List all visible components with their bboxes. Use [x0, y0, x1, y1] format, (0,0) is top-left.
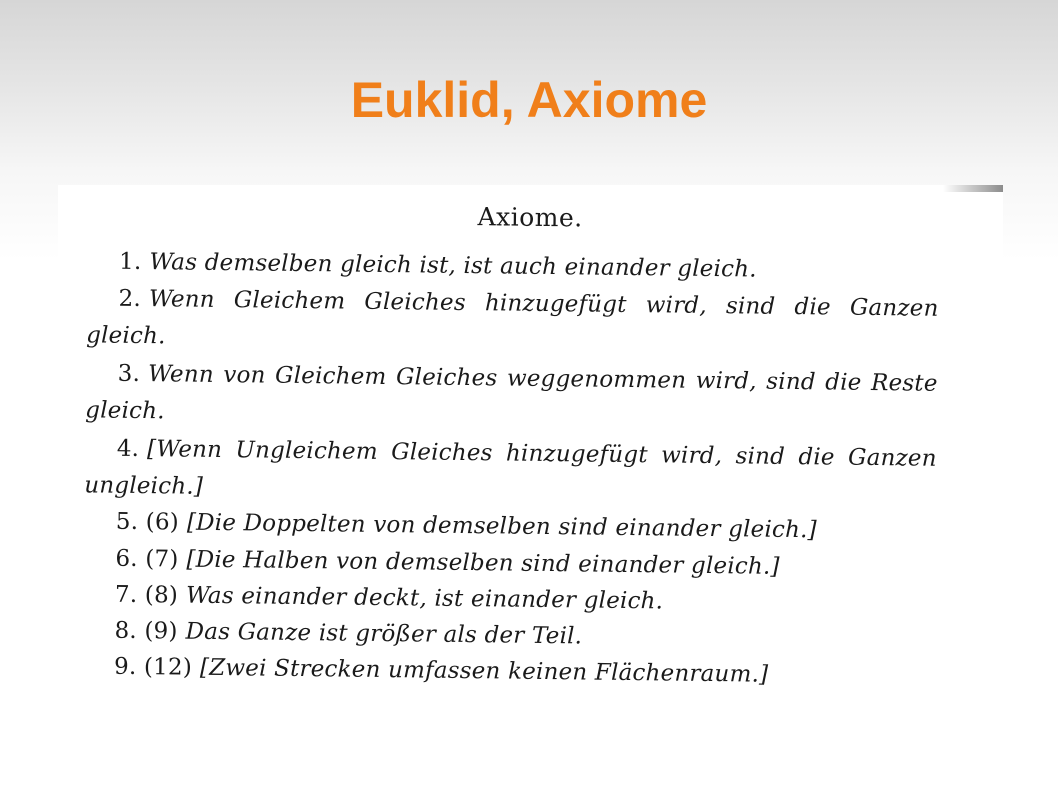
axiom-number: 4.	[116, 435, 140, 463]
axiom-4	[84, 430, 937, 514]
axiom-text: [Wenn Ungleichem Gleiches hinzugefügt wird, sind die Ganzen ungleich.]	[84, 436, 937, 500]
axiom-2	[86, 280, 939, 364]
axiom-number: 8. (9)	[114, 617, 178, 645]
axiom-text: Was einander deckt, ist einander gleich.	[185, 582, 664, 615]
axiom-number: 6. (7)	[115, 545, 179, 573]
scanned-page-image	[58, 185, 1003, 700]
axiom-number: 1.	[118, 248, 142, 276]
axiom-number: 7. (8)	[114, 581, 179, 609]
axiom-text: Wenn von Gleichem Gleiches weggenommen wird, sind die Reste gleich.	[85, 361, 938, 425]
axiom-number: 3.	[117, 360, 141, 388]
axiom-text: Was demselben gleich ist, ist auch einander gleich.	[149, 249, 757, 283]
axiom-number: 2.	[118, 285, 142, 313]
axiom-text: [Die Doppelten von demselben sind einander gleich.]	[186, 509, 817, 544]
slide-title: Euklid, Axiome	[350, 72, 708, 128]
axiom-text: [Die Halben von demselben sind einander gleich.]	[186, 546, 780, 580]
axioms-heading: Axiome.	[477, 202, 583, 233]
axiom-text: Das Ganze ist größer als der Teil.	[185, 618, 583, 650]
axiom-text: Wenn Gleichem Gleiches hinzugefügt wird, sind die Ganzen gleich.	[86, 286, 939, 350]
scan-edge-shadow	[943, 185, 1003, 192]
axiom-text: [Zwei Strecken umfassen keinen Flächenraum.]	[199, 654, 769, 688]
scanned-text-block	[58, 185, 1003, 688]
axiom-number: 5. (6)	[115, 508, 180, 536]
axiom-number: 9. (12)	[113, 653, 193, 681]
axiom-3	[85, 355, 938, 439]
